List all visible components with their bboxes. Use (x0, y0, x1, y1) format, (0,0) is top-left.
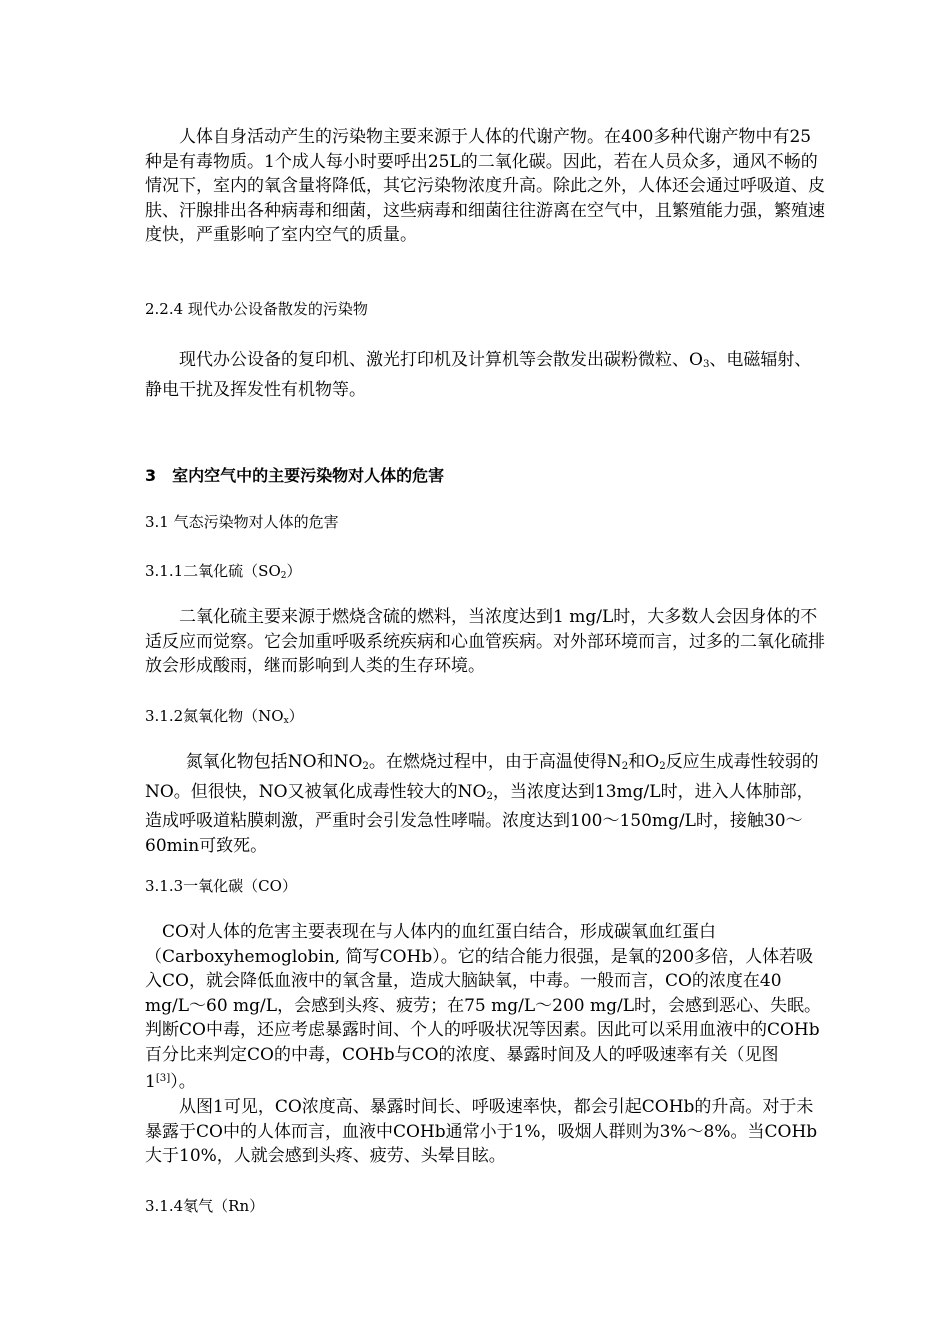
paragraph-office-equipment: 现代办公设备的复印机、激光打印机及计算机等会散发出碳粉微粒、$O_3$、电磁辐射、静电干扰及挥发性有机物等。 (145, 350, 812, 400)
paragraph-sulfur-dioxide: 二氧化硫主要来源于燃烧含硫的燃料，当浓度达到1 mg/L时，大多数人会因身体的不适反应而觉察。它会加重呼吸系统疾病和心血管疾病。对外部环境而言，过多的二氧化硫排放会形成酸雨，继而影响到人类的生存环境。 (145, 607, 825, 676)
heading-2-2-4: 2.2.4 现代办公设备散发的污染物 (145, 300, 368, 318)
heading-3-1-4: 3.1.4氡气（Rn） (145, 1197, 265, 1215)
paragraph-human-metabolism: 人体自身活动产生的污染物主要来源于人体的代谢产物。在400多种代谢产物中有25 种是有毒物质。1个成人每小时要呼出25L的二氧化碳。因此，若在人员众多，通风不畅的情况下，室内的氧含量将降低，其它污染物浓度升高。除此之外，人体还会通过呼吸道、皮肤、汗腺排出各种病毒和细菌，这些病毒和细菌往往游离在空气中，且繁殖能力强，繁殖速度快，严重影响了室内空气的质量。 (145, 127, 825, 245)
paragraph-carbon-monoxide: CO对人体的危害主要表现在与人体内的血红蛋白结合，形成碳氧血红蛋白（Carboxyhemoglobin, 简写COHb）。它的结合能力很强，是氧的200多倍，人体若吸入CO，就会降低血液中的氧含量，造成大脑缺氧，中毒。一般而言，CO的浓度在40 mg/L～60 mg/L，会感到头疼、疲劳；在75 mg/L～200 mg/L时，会感到恶心、失眠。判断CO中毒，还应考虑暴露时间、个人的呼吸状况等因素。因此可以采用血液中的COHb百分比来判定CO的中毒，COHb与CO的浓度、暴露时间及人的呼吸速率有关（见图1[3]）。 (145, 922, 821, 1093)
heading-3-1-3: 3.1.3一氧化碳（CO） (145, 877, 297, 895)
heading-3-1-2: 3.1.2氮氧化物$(NO_x)$ (145, 707, 304, 726)
heading-3-1-1: 3.1.1二氧化硫$(SO_2)$ (145, 562, 302, 581)
paragraph-cohb-levels: 从图1可见，CO浓度高、暴露时间长、呼吸速率快，都会引起COHb的升高。对于未暴露于CO中的人体而言，血液中COHb通常小于1%，吸烟人群则为3%～8%。当COHb大于10%，人就会感到头疼、疲劳、头晕目眩。 (145, 1097, 818, 1166)
heading-section-3: 3 室内空气中的主要污染物对人体的危害 (145, 466, 445, 485)
heading-3-1: 3.1 气态污染物对人体的危害 (145, 513, 339, 531)
paragraph-nitrogen-oxides: 氮氧化物包括NO和$NO_2$。在燃烧过程中，由于高温使得$N_2$和$O_2$反应生成毒性较弱的NO。但很快，NO又被氧化成毒性较大的$NO_2$，当浓度达到13mg/L时，进入人体肺部，造成呼吸道粘膜刺激，严重时会引发急性哮喘。浓度达到100～150mg/L时，接触30～60min可致死。 (145, 752, 819, 856)
